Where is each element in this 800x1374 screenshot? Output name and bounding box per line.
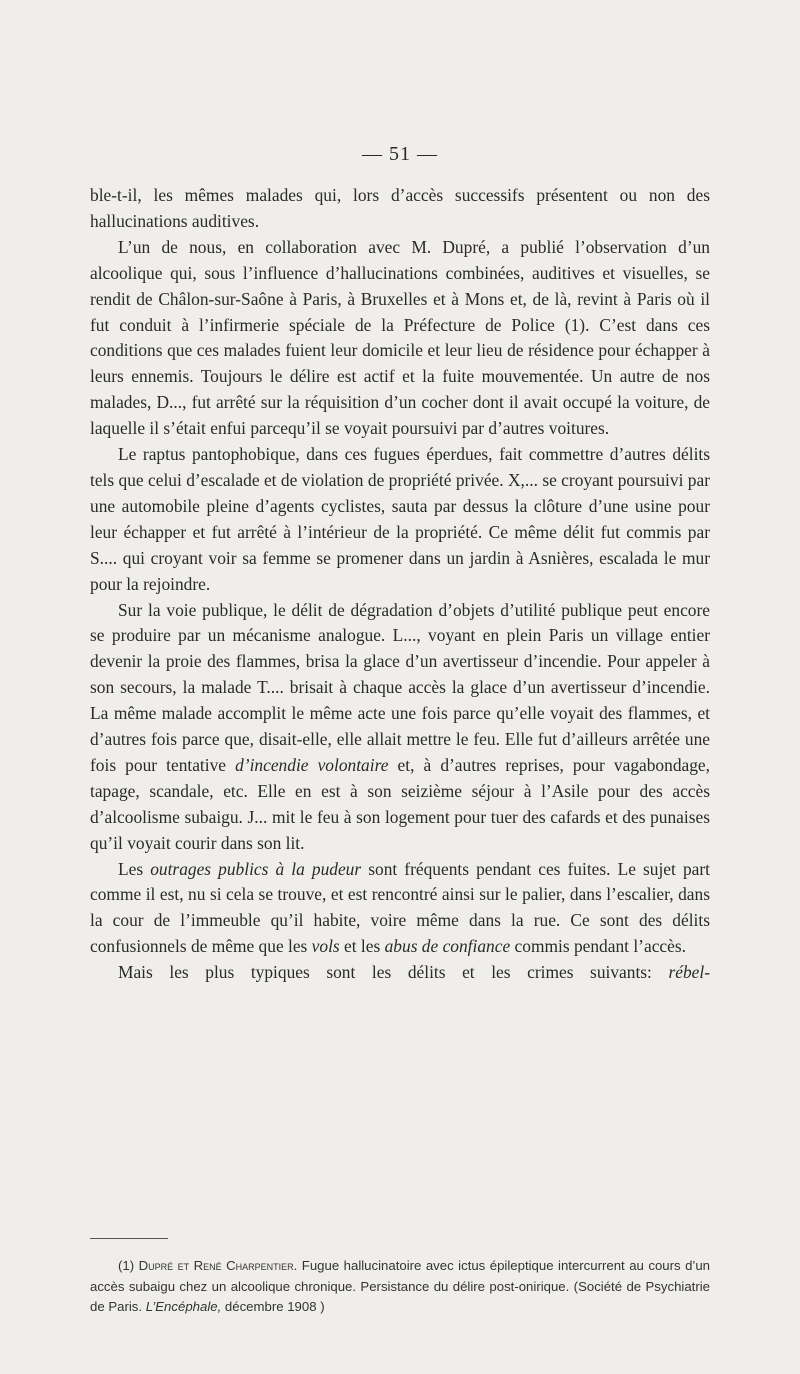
paragraph-5-italic-2: vols bbox=[311, 936, 340, 957]
paragraph-6-text: Mais les plus typiques sont les délits et les crimes suivants: bbox=[118, 962, 669, 983]
paragraph-5-italic-1: outrages publics à la pudeur bbox=[150, 858, 362, 879]
paragraph-5-text-a: Les bbox=[118, 858, 151, 879]
paragraph-5-text-b: sont fréquents pendant ces fuites. Le sujet part comme il est, nu si cela se trouve, et est rencontré ainsi sur le palier, dans l’escalier, dans la cour de l’immeuble qu’il habite, voire même dans la rue. Ce sont des délits confusionnels de même que les bbox=[90, 858, 710, 957]
paragraph-3: Le raptus pantophobique, dans ces fugues éperdues, fait commettre d’autres délits tels que celui d’escalade et de violation de propriété privée. X,... se croyant poursuivi par une automobile pleine d’agents cyclistes, sauta par dessus la clôture d’une usine pour leur échapper et fut arrêté à l’intérieur de la propriété. Ce même délit fut commis par S.... qui croyant voir sa femme se promener dans un jardin à Asnières, escalada le mur pour la rejoindre. bbox=[90, 444, 710, 594]
paragraph-4-text-a: Sur la voie publique, le délit de dégradation d’objets d’utilité publique peut encore se produire par un mécanisme analogue. L..., voyant en plein Paris un village entier devenir la proie des flammes, brisa la glace d’un avertisseur d’incendie. Pour appeler à son secours, la malade T.... brisait à chaque accès la glace d’un avertisseur d’incendie. La même malade accomplit le même acte une fois parce qu’elle voyait des flammes, et d’autres fois parce que, disait-elle, elle allait mettre le feu. Elle fut d’ailleurs arrêtée une fois pour tentative bbox=[90, 599, 710, 775]
paragraph-1: ble-t-il, les mêmes malades qui, lors d’accès successifs présentent ou non des hallucinations auditives. bbox=[90, 185, 710, 231]
footnote-marker: (1) bbox=[118, 1258, 139, 1273]
footnote-authors: Dupré et René Charpentier. bbox=[138, 1258, 298, 1273]
paragraph-6 bbox=[90, 960, 710, 986]
footnote-journal: L’Encéphale, bbox=[145, 1299, 222, 1314]
paragraph-4-italic: d’incendie volontaire bbox=[235, 754, 389, 775]
paragraph-2: L’un de nous, en collaboration avec M. Dupré, a publié l’observation d’un alcoolique qui, sous l’influence d’hallucinations combinées, auditives et visuelles, se rendit de Châlon-sur-Saône à Paris, à Bruxelles et à Mons et, de là, revint à Paris où il fut conduit à l’infirmerie spéciale de la Préfecture de Police (1). C’est dans ces conditions que ces malades fuient leur domicile et leur lieu de résidence pour échapper à leurs ennemis. Toujours le délire est actif et la fuite mouvementée. Un autre de nos malades, D..., fut arrêté sur la réquisition d’un cocher dont il avait occupé la voiture, de laquelle il s’était enfui parcequ’il se voyait poursuivi par d’autres voitures. bbox=[90, 236, 710, 439]
body-text bbox=[90, 183, 710, 986]
paragraph-5 bbox=[90, 857, 710, 961]
paragraph-5-italic-3: abus de confiance bbox=[384, 936, 511, 957]
paragraph-5-text-c: et les bbox=[339, 936, 385, 957]
footnote-rule bbox=[90, 1238, 168, 1239]
paragraph-5-text-d: commis pendant l’accès. bbox=[510, 936, 686, 957]
paragraph-4 bbox=[90, 598, 710, 857]
footnote bbox=[90, 1256, 710, 1318]
page-number: — 51 — bbox=[362, 143, 438, 165]
paragraph-4-text-b: et, à d’autres reprises, pour vagabondage, tapage, scandale, etc. Elle en est à son seizième séjour à l’Asile pour des accès d’alcoolisme subaigu. J... mit le feu à son logement pour tuer des cafards et des punaises qu’il voyait courir dans son lit. bbox=[90, 754, 710, 853]
footnote-text-1: Fugue hallucinatoire avec ictus épileptique intercurrent au cours d’un accès subaigu chez un alcoolique chronique. Persistance du délire post-onirique. (Société de Psychiatrie de Paris. bbox=[90, 1258, 711, 1314]
footnote-text-2: décembre 1908 ) bbox=[221, 1299, 325, 1314]
paragraph-6-italic: rébel- bbox=[668, 962, 710, 983]
